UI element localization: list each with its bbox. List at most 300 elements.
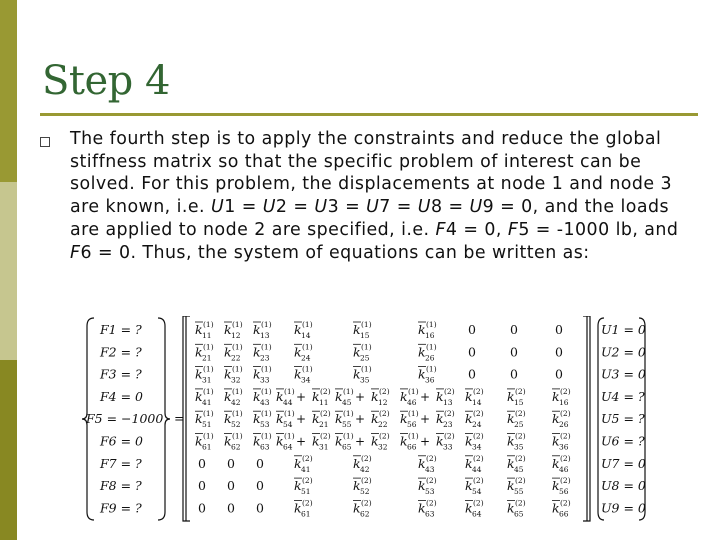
svg-text:k: k <box>353 344 361 360</box>
svg-text:(1): (1) <box>408 431 419 441</box>
svg-text:62: 62 <box>360 509 370 519</box>
stiffness-matrix-cell <box>552 498 571 518</box>
stiffness-matrix-cell <box>507 476 526 496</box>
svg-text:(2): (2) <box>560 431 571 441</box>
svg-text:k: k <box>253 322 261 337</box>
svg-text:(1): (1) <box>343 409 354 419</box>
svg-text:(2): (2) <box>426 498 437 508</box>
stiffness-matrix-cell <box>400 387 455 407</box>
svg-text:k: k <box>418 344 426 360</box>
stiffness-matrix-cell <box>507 498 526 518</box>
svg-text:56: 56 <box>559 487 569 497</box>
svg-text:k: k <box>507 388 515 404</box>
svg-text:31: 31 <box>319 442 329 452</box>
svg-text:k: k <box>353 322 361 337</box>
svg-text:k: k <box>552 388 560 404</box>
stiffness-matrix-cell <box>510 322 518 337</box>
svg-text:66: 66 <box>407 442 417 452</box>
svg-text:0: 0 <box>510 366 518 382</box>
stiffness-matrix-cell <box>224 387 243 407</box>
stiffness-matrix-cell <box>294 342 313 362</box>
svg-text:(1): (1) <box>203 409 214 419</box>
stiffness-matrix-cell <box>256 478 264 493</box>
svg-text:(2): (2) <box>320 409 331 419</box>
force-vector-entry: F8 = ? <box>100 478 142 494</box>
svg-text:(2): (2) <box>320 386 331 396</box>
stiffness-matrix-cell <box>253 342 272 362</box>
svg-text:0: 0 <box>555 344 563 360</box>
stiffness-matrix-cell <box>227 478 235 493</box>
svg-text:(1): (1) <box>408 386 419 396</box>
stiffness-matrix-cell <box>555 344 563 359</box>
force-vector-entry: F2 = ? <box>100 344 142 360</box>
svg-text:21: 21 <box>202 353 212 363</box>
stiffness-matrix-cell <box>198 456 206 471</box>
body-paragraph <box>70 128 680 264</box>
displacement-vector-entry: U7 = 0 <box>601 455 646 471</box>
stiffness-matrix-cell <box>276 387 331 407</box>
svg-text:41: 41 <box>202 397 212 407</box>
stiffness-matrix-cell <box>465 454 484 474</box>
stiffness-matrix-cell <box>353 498 372 518</box>
svg-text:(1): (1) <box>232 386 243 396</box>
svg-text:34: 34 <box>301 375 311 385</box>
body-variable: U <box>469 197 483 218</box>
svg-text:45: 45 <box>514 464 524 474</box>
svg-text:13: 13 <box>443 397 453 407</box>
body-text-segment: 1 = <box>224 197 263 218</box>
svg-text:(2): (2) <box>515 476 526 486</box>
stiffness-matrix-cell <box>195 342 214 362</box>
stiffness-matrix-cell <box>418 342 437 362</box>
slide-title: Step 4 <box>42 58 170 104</box>
svg-text:11: 11 <box>319 397 329 407</box>
svg-text:22: 22 <box>378 420 388 430</box>
svg-text:(1): (1) <box>426 364 437 374</box>
svg-text:(2): (2) <box>515 453 526 463</box>
svg-text:64: 64 <box>283 442 293 452</box>
svg-text:63: 63 <box>425 509 435 519</box>
stiffness-matrix-cell <box>552 476 571 496</box>
svg-text:k: k <box>253 411 261 427</box>
svg-text:k: k <box>294 478 302 494</box>
svg-text:(1): (1) <box>232 364 243 374</box>
svg-text:(1): (1) <box>261 342 272 352</box>
svg-text:k: k <box>335 411 343 427</box>
force-vector-entry: F3 = ? <box>100 366 142 382</box>
svg-text:k: k <box>353 366 361 382</box>
svg-text:11: 11 <box>202 331 212 340</box>
svg-text:(2): (2) <box>560 386 571 396</box>
svg-text:k: k <box>195 366 203 382</box>
svg-text:54: 54 <box>283 420 293 430</box>
body-variable: U <box>211 197 225 218</box>
displacement-vector-entry: U5 = ? <box>601 411 645 427</box>
stiffness-matrix-cell <box>198 478 206 493</box>
force-vector-entry: F9 = ? <box>100 500 142 516</box>
svg-text:41: 41 <box>301 464 311 474</box>
svg-text:(2): (2) <box>361 498 372 508</box>
svg-text:0: 0 <box>256 455 264 471</box>
svg-text:(1): (1) <box>284 409 295 419</box>
svg-text:k: k <box>552 433 560 449</box>
svg-text:+: + <box>419 412 431 427</box>
svg-text:k: k <box>312 388 320 404</box>
svg-text:k: k <box>294 366 302 382</box>
body-variable: F <box>507 219 519 240</box>
svg-text:0: 0 <box>468 366 476 382</box>
displacement-vector-entry: U6 = ? <box>601 433 645 449</box>
svg-text:k: k <box>418 478 426 494</box>
svg-text:k: k <box>507 433 515 449</box>
svg-text:(2): (2) <box>302 498 313 508</box>
svg-text:31: 31 <box>202 375 212 385</box>
svg-text:(1): (1) <box>361 320 372 329</box>
svg-text:(2): (2) <box>302 476 313 486</box>
svg-text:62: 62 <box>231 442 241 452</box>
svg-text:(1): (1) <box>284 431 295 441</box>
svg-text:k: k <box>436 433 444 449</box>
svg-text:(2): (2) <box>473 431 484 441</box>
svg-text:0: 0 <box>198 500 206 516</box>
svg-text:64: 64 <box>472 509 482 519</box>
svg-text:k: k <box>353 500 361 516</box>
stiffness-matrix-cell <box>507 432 526 452</box>
svg-text:(1): (1) <box>232 342 243 352</box>
svg-text:+: + <box>419 434 431 449</box>
bullet-icon <box>40 137 50 147</box>
svg-text:16: 16 <box>425 331 435 340</box>
svg-text:k: k <box>418 322 426 337</box>
svg-text:(2): (2) <box>515 431 526 441</box>
svg-text:k: k <box>195 344 203 360</box>
stiffness-matrix-cell <box>195 365 214 385</box>
body-text-segment: 6 = 0. Thus, the system of equations can be written as: <box>80 242 590 263</box>
svg-text:k: k <box>335 433 343 449</box>
svg-text:k: k <box>418 366 426 382</box>
stiffness-matrix-cell <box>195 432 214 452</box>
svg-text:(2): (2) <box>473 409 484 419</box>
svg-text:54: 54 <box>472 487 482 497</box>
svg-text:(1): (1) <box>261 364 272 374</box>
stiffness-matrix-cell <box>294 476 313 496</box>
stiffness-matrix-cell <box>555 367 563 382</box>
body-variable: U <box>417 197 431 218</box>
svg-text:13: 13 <box>260 331 270 340</box>
svg-text:k: k <box>195 322 203 337</box>
svg-text:46: 46 <box>559 464 569 474</box>
svg-text:k: k <box>195 433 203 449</box>
svg-text:(1): (1) <box>261 431 272 441</box>
svg-text:66: 66 <box>559 509 569 519</box>
svg-text:26: 26 <box>425 353 435 363</box>
svg-text:(2): (2) <box>560 476 571 486</box>
stiffness-matrix-cell <box>465 409 484 429</box>
svg-text:k: k <box>253 433 261 449</box>
svg-text:(1): (1) <box>343 386 354 396</box>
svg-text:44: 44 <box>283 397 293 407</box>
svg-text:(2): (2) <box>444 431 455 441</box>
stiffness-matrix-cell <box>465 432 484 452</box>
svg-text:46: 46 <box>407 397 417 407</box>
svg-text:0: 0 <box>227 478 235 494</box>
svg-text:k: k <box>465 478 473 494</box>
svg-text:0: 0 <box>468 322 476 337</box>
svg-text:(2): (2) <box>444 386 455 396</box>
svg-text:(2): (2) <box>361 453 372 463</box>
svg-text:k: k <box>353 455 361 471</box>
svg-text:k: k <box>436 388 444 404</box>
svg-text:k: k <box>312 411 320 427</box>
svg-text:k: k <box>224 433 232 449</box>
svg-text:k: k <box>400 388 408 404</box>
svg-text:(2): (2) <box>473 386 484 396</box>
svg-text:35: 35 <box>514 442 524 452</box>
svg-text:24: 24 <box>472 420 482 430</box>
svg-text:65: 65 <box>342 442 352 452</box>
svg-text:k: k <box>552 411 560 427</box>
stiffness-matrix-cell <box>195 320 214 340</box>
svg-text:23: 23 <box>260 353 270 363</box>
svg-text:16: 16 <box>559 397 569 407</box>
stiffness-matrix-cell <box>224 320 243 340</box>
svg-text:14: 14 <box>301 331 311 340</box>
svg-text:k: k <box>507 455 515 471</box>
stiffness-matrix-cell <box>418 320 437 340</box>
svg-text:k: k <box>353 478 361 494</box>
body-text-segment: 3 = <box>327 197 367 218</box>
displacement-vector-entry: U8 = 0 <box>601 478 646 494</box>
stiffness-matrix-cell <box>418 476 437 496</box>
body-variable: U <box>366 197 380 218</box>
svg-text:61: 61 <box>301 509 311 519</box>
svg-text:k: k <box>195 411 203 427</box>
svg-text:+: + <box>354 412 366 427</box>
svg-text:k: k <box>224 344 232 360</box>
svg-text:(1): (1) <box>232 409 243 419</box>
svg-text:k: k <box>195 388 203 404</box>
accent-bar-top <box>0 0 17 182</box>
svg-text:34: 34 <box>472 442 482 452</box>
svg-text:55: 55 <box>342 420 352 430</box>
stiffness-matrix-cell <box>510 367 518 382</box>
svg-text:k: k <box>436 411 444 427</box>
svg-text:44: 44 <box>472 464 482 474</box>
svg-text:56: 56 <box>407 420 417 430</box>
stiffness-matrix-cell <box>468 344 476 359</box>
body-text-segment: 4 = 0, <box>445 219 508 240</box>
svg-text:(2): (2) <box>560 409 571 419</box>
stiffness-matrix-cell <box>552 387 571 407</box>
svg-text:k: k <box>224 366 232 382</box>
svg-text:(1): (1) <box>261 320 272 329</box>
stiffness-matrix-cell <box>276 409 331 429</box>
svg-text:35: 35 <box>360 375 370 385</box>
svg-text:33: 33 <box>443 442 453 452</box>
svg-text:52: 52 <box>360 487 370 497</box>
svg-text:(1): (1) <box>203 431 214 441</box>
stiffness-matrix-cell <box>510 344 518 359</box>
svg-text:(1): (1) <box>203 320 214 329</box>
svg-text:k: k <box>552 500 560 516</box>
stiffness-matrix-cell <box>276 432 331 452</box>
stiffness-matrix-cell <box>465 476 484 496</box>
svg-text:k: k <box>465 388 473 404</box>
stiffness-matrix-cell <box>253 365 272 385</box>
svg-text:32: 32 <box>378 442 388 452</box>
stiffness-matrix-cell <box>253 320 272 340</box>
svg-text:k: k <box>465 411 473 427</box>
svg-text:51: 51 <box>301 487 311 497</box>
svg-text:k: k <box>276 433 284 449</box>
svg-text:k: k <box>507 478 515 494</box>
stiffness-matrix-cell <box>224 342 243 362</box>
body-variable: U <box>314 197 328 218</box>
svg-text:(2): (2) <box>379 386 390 396</box>
stiffness-matrix-cell <box>418 454 437 474</box>
body-text-segment: 9 = 0, and the loads are applied to node 2 are specified, i.e. <box>70 197 669 240</box>
svg-text:(1): (1) <box>426 342 437 352</box>
svg-text:k: k <box>371 411 379 427</box>
title-underline <box>40 113 698 116</box>
stiffness-matrix-cell <box>294 498 313 518</box>
svg-text:0: 0 <box>555 322 563 337</box>
stiffness-matrix-cell <box>400 409 455 429</box>
stiffness-matrix-cell <box>253 432 272 452</box>
stiffness-matrix-cell <box>195 387 214 407</box>
svg-text:65: 65 <box>514 509 524 519</box>
svg-text:k: k <box>552 478 560 494</box>
svg-text:(1): (1) <box>361 364 372 374</box>
svg-text:63: 63 <box>260 442 270 452</box>
svg-text:+: + <box>354 389 366 404</box>
stiffness-matrix-cell <box>224 409 243 429</box>
svg-text:k: k <box>335 388 343 404</box>
svg-text:42: 42 <box>231 397 241 407</box>
svg-text:(1): (1) <box>232 431 243 441</box>
svg-text:(1): (1) <box>261 386 272 396</box>
svg-text:0: 0 <box>555 366 563 382</box>
svg-text:(1): (1) <box>408 409 419 419</box>
svg-text:k: k <box>418 500 426 516</box>
svg-text:0: 0 <box>468 344 476 360</box>
svg-text:25: 25 <box>360 353 370 363</box>
svg-text:k: k <box>294 322 302 337</box>
svg-text:43: 43 <box>260 397 270 407</box>
stiffness-matrix-cell <box>400 432 455 452</box>
stiffness-matrix-cell <box>335 432 390 452</box>
stiffness-matrix-cell <box>353 320 372 340</box>
svg-text:+: + <box>295 412 307 427</box>
svg-text:k: k <box>276 388 284 404</box>
svg-text:36: 36 <box>425 375 435 385</box>
svg-text:(2): (2) <box>379 431 390 441</box>
svg-text:(1): (1) <box>203 386 214 396</box>
stiffness-matrix-cell <box>418 365 437 385</box>
svg-text:0: 0 <box>198 455 206 471</box>
svg-text:61: 61 <box>202 442 212 452</box>
svg-text:k: k <box>371 388 379 404</box>
svg-text:k: k <box>465 433 473 449</box>
stiffness-matrix-cell <box>195 409 214 429</box>
stiffness-matrix-cell <box>335 409 390 429</box>
body-variable: U <box>262 197 276 218</box>
body-variable: F <box>435 219 446 240</box>
svg-text:0: 0 <box>227 455 235 471</box>
svg-text:15: 15 <box>360 331 370 340</box>
stiffness-matrix-right-bracket <box>583 316 590 521</box>
svg-text:(2): (2) <box>426 476 437 486</box>
displacement-vector-entry: U1 = 0 <box>601 322 646 337</box>
stiffness-matrix-cell <box>507 454 526 474</box>
svg-text:k: k <box>224 388 232 404</box>
svg-text:21: 21 <box>319 420 329 430</box>
svg-text:(2): (2) <box>515 498 526 508</box>
svg-text:(2): (2) <box>560 453 571 463</box>
svg-text:k: k <box>294 500 302 516</box>
stiffness-matrix-cell <box>468 367 476 382</box>
stiffness-matrix-cell <box>555 322 563 337</box>
displacement-vector-entry: U3 = 0 <box>601 366 646 382</box>
svg-text:32: 32 <box>231 375 241 385</box>
svg-text:k: k <box>312 433 320 449</box>
svg-text:25: 25 <box>514 420 524 430</box>
svg-text:(1): (1) <box>361 342 372 352</box>
svg-text:(2): (2) <box>515 409 526 419</box>
svg-text:+: + <box>419 389 431 404</box>
svg-text:(2): (2) <box>473 476 484 486</box>
stiffness-matrix-cell <box>465 387 484 407</box>
svg-text:(1): (1) <box>302 364 313 374</box>
stiffness-matrix-cell <box>224 432 243 452</box>
svg-text:0: 0 <box>227 500 235 516</box>
stiffness-matrix-cell <box>227 500 235 515</box>
stiffness-matrix-cell <box>294 365 313 385</box>
svg-text:(2): (2) <box>560 498 571 508</box>
svg-text:k: k <box>465 500 473 516</box>
equals-sign: = <box>174 412 185 428</box>
stiffness-matrix-cell <box>552 432 571 452</box>
stiffness-matrix-cell <box>353 454 372 474</box>
svg-text:33: 33 <box>260 375 270 385</box>
stiffness-matrix-cell <box>198 500 206 515</box>
svg-text:22: 22 <box>231 353 241 363</box>
stiffness-matrix-cell <box>353 476 372 496</box>
stiffness-matrix-cell <box>552 454 571 474</box>
stiffness-matrix-cell <box>253 387 272 407</box>
body-text-segment: The fourth step is to apply the constraints and reduce the global stiffness matrix so that the specific problem of interest can be solved. For this problem, the displacements at node 1 and node 3 are known, i.e. <box>70 129 673 218</box>
svg-text:55: 55 <box>514 487 524 497</box>
body-text-segment: 2 = <box>275 197 315 218</box>
svg-text:(1): (1) <box>203 342 214 352</box>
stiffness-matrix-cell <box>507 409 526 429</box>
displacement-vector-entry: U4 = ? <box>601 388 645 404</box>
svg-text:45: 45 <box>342 397 352 407</box>
svg-text:(1): (1) <box>302 342 313 352</box>
svg-text:(2): (2) <box>473 453 484 463</box>
svg-text:(1): (1) <box>343 431 354 441</box>
svg-text:(1): (1) <box>203 364 214 374</box>
svg-text:+: + <box>295 434 307 449</box>
svg-text:k: k <box>400 433 408 449</box>
svg-text:k: k <box>224 411 232 427</box>
svg-text:53: 53 <box>425 487 435 497</box>
svg-text:26: 26 <box>559 420 569 430</box>
svg-text:(2): (2) <box>515 386 526 396</box>
force-vector-entry: F7 = ? <box>100 455 142 471</box>
svg-text:k: k <box>465 455 473 471</box>
svg-text:k: k <box>552 455 560 471</box>
